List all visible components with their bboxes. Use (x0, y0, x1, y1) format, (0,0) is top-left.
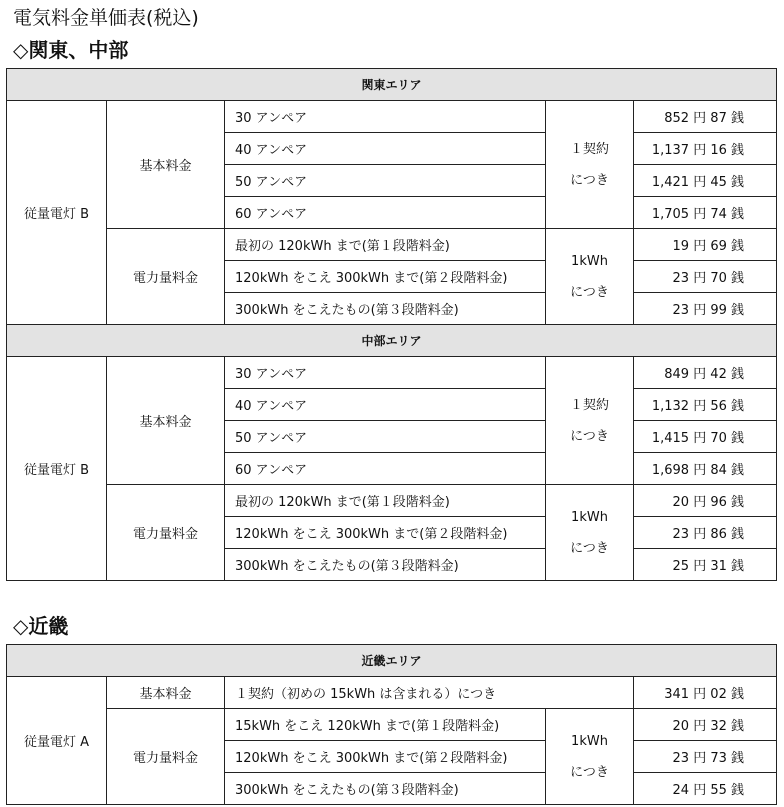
category-energy-charge: 電力量料金 (107, 485, 225, 581)
table-row-item: 30 アンペア (225, 357, 546, 389)
table-row-item: 30 アンペア (225, 101, 546, 133)
unit-label (546, 229, 634, 325)
unit-label-line: につき (570, 540, 609, 556)
area-header-chubu: 中部エリア (7, 325, 777, 357)
unit-label-line: につき (570, 172, 609, 188)
table-row-price: 25 円 31 銭 (634, 549, 777, 581)
plan-label: 従量電灯 A (7, 677, 107, 805)
table-row-item: 300kWh をこえたもの(第３段階料金) (225, 549, 546, 581)
category-energy-charge: 電力量料金 (107, 229, 225, 325)
table-row-item: 50 アンペア (225, 165, 546, 197)
table-row-item: 60 アンペア (225, 197, 546, 229)
table-row-price: 1,698 円 84 銭 (634, 453, 777, 485)
unit-label (546, 709, 634, 805)
table-row-price: 20 円 96 銭 (634, 485, 777, 517)
table-row-price: 1,415 円 70 銭 (634, 421, 777, 453)
page-title: 電気料金単価表(税込) (13, 7, 199, 29)
table-row-price: 24 円 55 銭 (634, 773, 777, 805)
unit-label-line: につき (570, 764, 609, 780)
area-header-kinki: 近畿エリア (7, 645, 777, 677)
table-row-price: 1,132 円 56 銭 (634, 389, 777, 421)
section-heading-kanto-chubu: ◇関東、中部 (13, 38, 129, 62)
table-row-item: 120kWh をこえ 300kWh まで(第２段階料金) (225, 741, 546, 773)
unit-label (546, 485, 634, 581)
table-row-item: 最初の 120kWh まで(第１段階料金) (225, 485, 546, 517)
table-row-item: 40 アンペア (225, 389, 546, 421)
rate-table-kanto-chubu (6, 68, 777, 581)
unit-label-line: １契約 (569, 141, 609, 157)
table-row-price: 849 円 42 銭 (634, 357, 777, 389)
area-header-kanto: 関東エリア (7, 69, 777, 101)
unit-label (546, 357, 634, 485)
table-row-price: 20 円 32 銭 (634, 709, 777, 741)
table-row-item: 60 アンペア (225, 453, 546, 485)
table-row-item: 120kWh をこえ 300kWh まで(第２段階料金) (225, 517, 546, 549)
table-row-price: 1,421 円 45 銭 (634, 165, 777, 197)
unit-label-line: 1kWh (571, 253, 608, 269)
unit-label-line: 1kWh (571, 733, 608, 749)
table-row-price: 1,137 円 16 銭 (634, 133, 777, 165)
table-row-item: 最初の 120kWh まで(第１段階料金) (225, 229, 546, 261)
basic-charge-description: １契約（初めの 15kWh は含まれる）につき (225, 677, 634, 709)
plan-label: 従量電灯 B (7, 101, 107, 325)
unit-label (546, 101, 634, 229)
table-row-price: 341 円 02 銭 (634, 677, 777, 709)
table-row-price: 23 円 86 銭 (634, 517, 777, 549)
category-energy-charge: 電力量料金 (107, 709, 225, 805)
table-row-price: 852 円 87 銭 (634, 101, 777, 133)
table-row-price: 1,705 円 74 銭 (634, 197, 777, 229)
table-row-item: 15kWh をこえ 120kWh まで(第１段階料金) (225, 709, 546, 741)
table-row-price: 23 円 70 銭 (634, 261, 777, 293)
plan-label: 従量電灯 B (7, 357, 107, 581)
table-row-item: 300kWh をこえたもの(第３段階料金) (225, 293, 546, 325)
table-row-price: 19 円 69 銭 (634, 229, 777, 261)
category-basic-charge: 基本料金 (107, 357, 225, 485)
unit-label-line: につき (570, 284, 609, 300)
table-row-item: 120kWh をこえ 300kWh まで(第２段階料金) (225, 261, 546, 293)
unit-label-line: 1kWh (571, 509, 608, 525)
section-heading-kinki: ◇近畿 (13, 614, 69, 638)
unit-label-line: １契約 (569, 397, 609, 413)
unit-label-line: につき (570, 428, 609, 444)
category-basic-charge: 基本料金 (107, 677, 225, 709)
table-row-item: 50 アンペア (225, 421, 546, 453)
table-row-item: 300kWh をこえたもの(第３段階料金) (225, 773, 546, 805)
category-basic-charge: 基本料金 (107, 101, 225, 229)
table-row-price: 23 円 73 銭 (634, 741, 777, 773)
table-row-item: 40 アンペア (225, 133, 546, 165)
table-row-price: 23 円 99 銭 (634, 293, 777, 325)
rate-table-kinki (6, 644, 777, 805)
